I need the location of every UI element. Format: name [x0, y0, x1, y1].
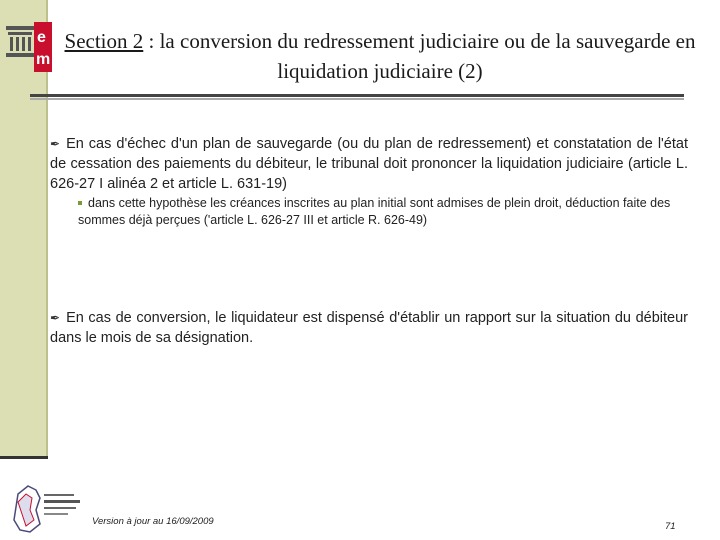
header-rule-shadow: [30, 98, 684, 100]
slide-title: [60, 26, 700, 86]
pen-bullet-icon: ✒: [50, 311, 61, 325]
footer-date: Version à jour au 16/09/2009: [92, 516, 214, 527]
sub-bullet-1: [78, 195, 690, 229]
bullet-2: [50, 308, 688, 348]
bullet-1-text: En cas d'échec d'un plan de sauvegarde (ou du plan de redressement) et constatation de l'état de cessation des paiements du débiteur, le tribunal doit prononcer la liquidation judiciaire (article L. 626-27 I alinéa 2 et article L. 631-19): [50, 136, 688, 192]
svg-text:m: m: [36, 51, 51, 68]
svg-text:e: e: [37, 29, 46, 46]
sub-bullet-1-text: dans cette hypothèse les créances inscrites au plan initial sont admises de plein droit, déduction faite des sommes déjà perçues ('article L. 626-27 III et article R. 626-49): [78, 196, 671, 227]
header-rule: [30, 94, 684, 97]
sidebar-bottom-rule: [0, 456, 48, 459]
square-bullet-icon: [78, 201, 82, 205]
bullet-2-text: En cas de conversion, le liquidateur est dispensé d'établir un rapport sur la situation du débiteur dans le mois de sa désignation.: [50, 310, 688, 346]
title-section: Section 2: [64, 29, 144, 53]
bullet-1: [50, 134, 688, 194]
enm-logo: [2, 20, 52, 74]
republique-emblem: [6, 480, 86, 540]
pen-bullet-icon: ✒: [50, 137, 61, 151]
page-number: 71: [665, 521, 676, 532]
title-text: : la conversion du redressement judiciaire ou de la sauvegarde en liquidation judiciaire (2): [143, 29, 696, 83]
